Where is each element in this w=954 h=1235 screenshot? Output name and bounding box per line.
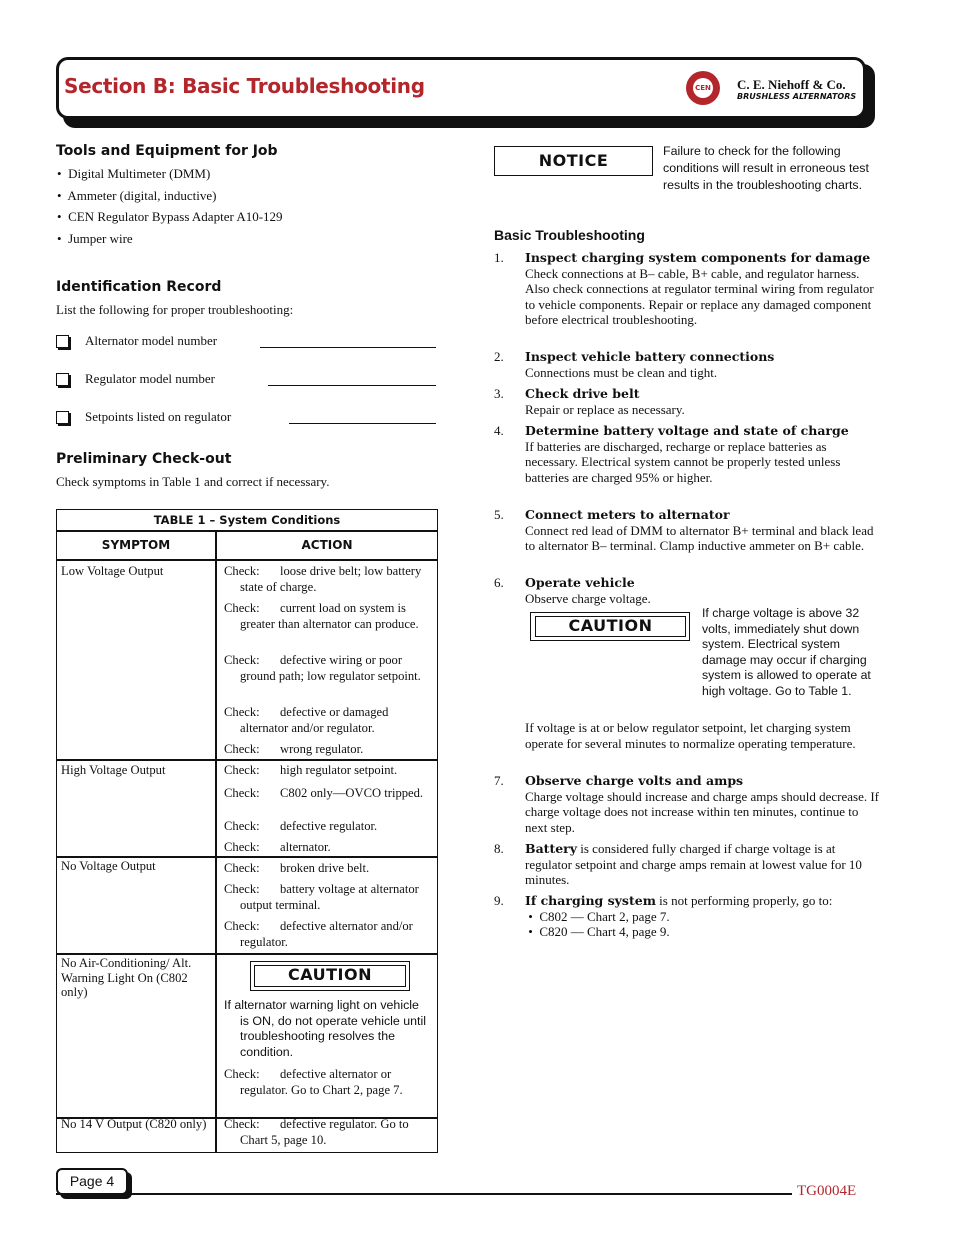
- step-1: Inspect charging system components for damage Check connections at B– cable, B+ cable, and regulator harness. Also check connections at regulator terminal wiring from regulator to vehicle components. Repair or replace any damaged component before electrical troubleshooting.: [525, 250, 874, 328]
- list-item: • CEN Regulator Bypass Adapter A10-129: [57, 209, 283, 224]
- company-tagline: BRUSHLESS ALTERNATORS: [737, 92, 857, 101]
- check-item: Check: C802 only—OVCO tripped.: [224, 786, 424, 800]
- step-8: Battery is considered fully charged if charge voltage is at regulator setpoint and charge amps remain at lowest value for 10 minutes.: [525, 841, 862, 888]
- step-number: 2.: [494, 349, 504, 364]
- checkbox-icon[interactable]: [56, 373, 69, 386]
- check-item: Check: defective or damaged alternator and/or regulator.: [224, 705, 389, 735]
- record-label: Alternator model number: [85, 333, 218, 348]
- list-item: • Digital Multimeter (DMM): [57, 166, 211, 181]
- record-setpoints[interactable]: [56, 411, 436, 429]
- symptom-cell: High Voltage Output: [61, 763, 166, 777]
- table-column-divider: [215, 530, 217, 1153]
- check-item: Check: alternator.: [224, 840, 331, 854]
- step-4: Determine battery voltage and state of charge If batteries are discharged, recharge or replace batteries as necessary. Electrical system cannot be properly tested unless batteries are charged 95% or higher.: [525, 423, 849, 485]
- list-item: • Ammeter (digital, inductive): [57, 187, 217, 203]
- column-header-action: ACTION: [301, 538, 353, 552]
- write-in-line: [260, 347, 436, 348]
- step-number: 7.: [494, 773, 504, 788]
- table-rule: [56, 759, 438, 761]
- symptom-cell: No Voltage Output: [61, 859, 156, 873]
- step-number: 3.: [494, 386, 504, 401]
- step-number: 6.: [494, 575, 504, 590]
- symptom-cell: Low Voltage Output: [61, 564, 164, 578]
- footer-rule: [56, 1193, 792, 1195]
- company-name: C. E. Niehoff & Co.: [737, 77, 846, 92]
- list-item: C802 — Chart 2, page 7.: [539, 908, 670, 924]
- check-item: Check: defective wiring or poor ground path; low regulator setpoint.: [224, 653, 421, 683]
- check-item: Check: high regulator setpoint.: [224, 763, 398, 777]
- step-number: 5.: [494, 507, 504, 522]
- table-rule: [56, 559, 438, 561]
- basic-troubleshooting-heading: Basic Troubleshooting: [494, 227, 645, 243]
- table-rule: [56, 856, 438, 858]
- preliminary-description: Check symptoms in Table 1 and correct if necessary.: [56, 474, 330, 489]
- step-3: Check drive belt Repair or replace as necessary.: [525, 386, 685, 417]
- record-regulator-model[interactable]: [56, 373, 436, 391]
- tools-list: [57, 166, 457, 252]
- step-5: Connect meters to alternator Connect red lead of DMM to alternator B+ terminal and black lead to alternator B– terminal. Clamp inductive ammeter on B+ cable.: [525, 507, 874, 554]
- notice-label: NOTICE: [494, 146, 653, 176]
- document-code: TG0004E: [797, 1183, 857, 1199]
- record-alternator-model[interactable]: [56, 335, 436, 353]
- column-header-symptom: SYMPTOM: [101, 538, 171, 552]
- list-item: • Jumper wire: [57, 230, 133, 246]
- check-item: Check: defective alternator or regulator. Go to Chart 2, page 7.: [224, 1067, 403, 1097]
- step-6-followup: If voltage is at or below regulator setpoint, let charging system operate for several minutes to normalize operating temperature.: [525, 720, 856, 751]
- step-number: 8.: [494, 841, 504, 856]
- table-rule: [56, 530, 438, 532]
- caution-label: CAUTION: [254, 965, 406, 987]
- page-number: Page 4: [56, 1168, 128, 1195]
- tools-heading: Tools and Equipment for Job: [56, 143, 278, 159]
- write-in-line: [268, 385, 436, 386]
- record-label: Regulator model number: [85, 371, 215, 386]
- identification-heading: Identification Record: [56, 279, 222, 295]
- check-item: Check: defective alternator and/or regulator.: [224, 919, 413, 949]
- company-logo-letters: CEN: [693, 78, 713, 98]
- step-number: 9.: [494, 893, 504, 908]
- step-7: Observe charge volts and amps Charge voltage should increase and charge amps should decrease. If charge voltage does not increase within ten minutes, continue to next step.: [525, 773, 880, 835]
- step-2: Inspect vehicle battery connections Connections must be clean and tight.: [525, 349, 775, 380]
- caution-text: If alternator warning light on vehicle is ON, do not operate vehicle until troubleshooting resolves the condition.: [224, 998, 426, 1059]
- check-item: Check: battery voltage at alternator output terminal.: [224, 882, 419, 912]
- write-in-line: [289, 423, 436, 424]
- table-rule: [56, 953, 438, 955]
- check-item: Check: defective regulator.: [224, 819, 378, 833]
- step-number: 1.: [494, 250, 504, 265]
- caution-label: CAUTION: [535, 616, 686, 637]
- notice-text: Failure to check for the following conditions will result in erroneous test results in the troubleshooting charts.: [663, 144, 869, 192]
- step-number: 4.: [494, 423, 504, 438]
- check-item: Check: loose drive belt; low battery state of charge.: [224, 564, 422, 594]
- checkbox-icon[interactable]: [56, 411, 69, 424]
- check-item: Check: current load on system is greater than alternator can produce.: [224, 601, 419, 631]
- symptom-cell: No Air-Conditioning/ Alt. Warning Light On (C802 only): [61, 956, 192, 999]
- list-item: C820 — Chart 4, page 9.: [539, 924, 670, 940]
- symptom-cell: No 14 V Output (C820 only): [61, 1117, 207, 1131]
- table-caption: TABLE 1 – System Conditions: [153, 513, 341, 527]
- checkbox-icon[interactable]: [56, 335, 69, 348]
- check-item: Check: defective regulator. Go to Chart 5, page 10.: [224, 1117, 409, 1147]
- record-label: Setpoints listed on regulator: [85, 409, 232, 424]
- section-title: Section B: Basic Troubleshooting: [64, 74, 425, 98]
- preliminary-heading: Preliminary Check-out: [56, 451, 232, 467]
- check-item: Check: broken drive belt.: [224, 861, 370, 875]
- step-9: If charging system is not performing properly, go to: • C802 — Chart 2, page 7. • C820 — Chart 4, page 9.: [525, 893, 833, 940]
- identification-description: List the following for proper troubleshooting:: [56, 302, 294, 317]
- step-6: Operate vehicle Observe charge voltage.: [525, 575, 651, 606]
- caution-text: If charge voltage is above 32 volts, immediately shut down system. Electrical system damage may occur if charging system is allowed to operate at high voltage. Go to Table 1.: [702, 606, 871, 698]
- check-item: Check: wrong regulator.: [224, 742, 364, 756]
